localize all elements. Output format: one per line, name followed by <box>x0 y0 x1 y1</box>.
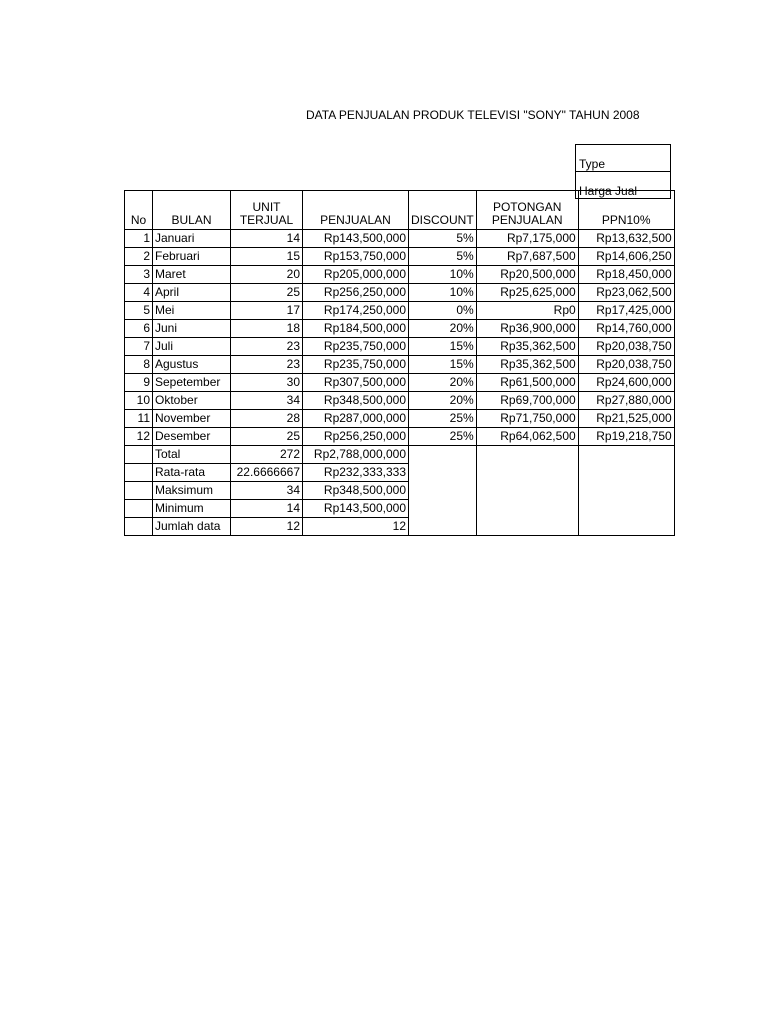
cell-bulan[interactable]: Juni <box>153 320 231 338</box>
cell-bulan[interactable]: Oktober <box>153 392 231 410</box>
cell-bulan[interactable]: Agustus <box>153 356 231 374</box>
sheet-title: DATA PENJUALAN PRODUK TELEVISI "SONY" TAHUN 2008 <box>306 108 640 122</box>
cell-discount[interactable]: 10% <box>409 266 477 284</box>
cell-discount[interactable]: 15% <box>409 338 477 356</box>
cell-discount[interactable]: 0% <box>409 302 477 320</box>
cell-no[interactable]: 8 <box>125 356 153 374</box>
header-unit-line1: UNIT <box>252 200 281 214</box>
cell-unit-terjual[interactable]: 28 <box>231 410 303 428</box>
table-row <box>125 428 675 446</box>
cell-penjualan[interactable]: Rp153,750,000 <box>303 248 409 266</box>
summary-label[interactable]: Total <box>153 446 231 464</box>
cell-penjualan[interactable]: Rp184,500,000 <box>303 320 409 338</box>
summary-penjualan[interactable]: Rp348,500,000 <box>303 482 409 500</box>
cell-penjualan[interactable]: Rp256,250,000 <box>303 428 409 446</box>
cell-penjualan[interactable]: Rp235,750,000 <box>303 356 409 374</box>
cell-bulan[interactable]: Januari <box>153 230 231 248</box>
header-potongan-line2: PENJUALAN <box>491 213 563 227</box>
cell-potongan-blank[interactable] <box>476 446 578 536</box>
cell-discount[interactable]: 10% <box>409 284 477 302</box>
cell-unit-terjual[interactable]: 34 <box>231 392 303 410</box>
table-row <box>125 248 675 266</box>
table-row <box>125 410 675 428</box>
cell-ppn[interactable]: Rp18,450,000 <box>578 266 674 284</box>
cell-potongan[interactable]: Rp71,750,000 <box>476 410 578 428</box>
cell-no[interactable]: 6 <box>125 320 153 338</box>
cell-penjualan[interactable]: Rp348,500,000 <box>303 392 409 410</box>
cell-discount[interactable]: 20% <box>409 392 477 410</box>
cell-penjualan[interactable]: Rp174,250,000 <box>303 302 409 320</box>
cell-penjualan[interactable]: Rp307,500,000 <box>303 374 409 392</box>
table-row <box>125 320 675 338</box>
cell-potongan[interactable]: Rp35,362,500 <box>476 356 578 374</box>
cell-ppn-blank[interactable] <box>578 446 674 536</box>
summary-label[interactable]: Minimum <box>153 500 231 518</box>
header-row <box>125 191 675 230</box>
cell-no[interactable]: 2 <box>125 248 153 266</box>
cell-potongan[interactable]: Rp0 <box>476 302 578 320</box>
cell-bulan[interactable]: Mei <box>153 302 231 320</box>
header-unit-terjual[interactable] <box>231 191 303 230</box>
cell-potongan[interactable]: Rp7,687,500 <box>476 248 578 266</box>
cell-ppn[interactable]: Rp19,218,750 <box>578 428 674 446</box>
cell-discount[interactable]: 5% <box>409 248 477 266</box>
header-no[interactable]: No <box>125 191 153 230</box>
cell-bulan[interactable]: Februari <box>153 248 231 266</box>
table-row <box>125 302 675 320</box>
cell-discount[interactable]: 20% <box>409 320 477 338</box>
cell-ppn[interactable]: Rp13,632,500 <box>578 230 674 248</box>
cell-ppn[interactable]: Rp14,606,250 <box>578 248 674 266</box>
cell-no[interactable]: 10 <box>125 392 153 410</box>
table-row <box>125 392 675 410</box>
cell-no[interactable]: 9 <box>125 374 153 392</box>
cell-penjualan[interactable]: Rp287,000,000 <box>303 410 409 428</box>
summary-row <box>125 446 675 464</box>
sales-table <box>124 190 675 536</box>
cell-penjualan[interactable]: Rp205,000,000 <box>303 266 409 284</box>
cell-no[interactable] <box>125 518 153 536</box>
cell-no[interactable]: 12 <box>125 428 153 446</box>
cell-discount[interactable]: 20% <box>409 374 477 392</box>
cell-unit-terjual[interactable]: 15 <box>231 248 303 266</box>
cell-potongan[interactable]: Rp61,500,000 <box>476 374 578 392</box>
harga-jual-label[interactable]: Harga Jual <box>576 172 671 199</box>
cell-unit-terjual[interactable]: 25 <box>231 428 303 446</box>
cell-no[interactable]: 11 <box>125 410 153 428</box>
type-label[interactable]: Type <box>576 145 671 172</box>
cell-potongan[interactable]: Rp35,362,500 <box>476 338 578 356</box>
cell-discount[interactable]: 25% <box>409 428 477 446</box>
cell-potongan[interactable]: Rp69,700,000 <box>476 392 578 410</box>
cell-no[interactable]: 3 <box>125 266 153 284</box>
summary-label[interactable]: Rata-rata <box>153 464 231 482</box>
cell-ppn[interactable]: Rp20,038,750 <box>578 356 674 374</box>
cell-discount-blank[interactable] <box>409 446 477 536</box>
summary-label[interactable]: Maksimum <box>153 482 231 500</box>
summary-label[interactable]: Jumlah data <box>153 518 231 536</box>
cell-unit-terjual[interactable]: 23 <box>231 356 303 374</box>
cell-unit-terjual[interactable]: 23 <box>231 338 303 356</box>
cell-discount[interactable]: 5% <box>409 230 477 248</box>
header-discount[interactable]: DISCOUNT <box>409 191 477 230</box>
cell-potongan[interactable]: Rp64,062,500 <box>476 428 578 446</box>
summary-unit[interactable]: 34 <box>231 482 303 500</box>
table-row <box>125 374 675 392</box>
cell-ppn[interactable]: Rp14,760,000 <box>578 320 674 338</box>
table-row <box>125 356 675 374</box>
cell-unit-terjual[interactable]: 17 <box>231 302 303 320</box>
header-bulan[interactable]: BULAN <box>153 191 231 230</box>
table-row <box>125 284 675 302</box>
cell-ppn[interactable]: Rp21,525,000 <box>578 410 674 428</box>
cell-ppn[interactable]: Rp27,880,000 <box>578 392 674 410</box>
cell-potongan[interactable]: Rp20,500,000 <box>476 266 578 284</box>
cell-penjualan[interactable]: Rp143,500,000 <box>303 230 409 248</box>
cell-no[interactable]: 5 <box>125 302 153 320</box>
cell-no[interactable]: 1 <box>125 230 153 248</box>
table-row <box>125 338 675 356</box>
cell-penjualan[interactable]: Rp235,750,000 <box>303 338 409 356</box>
cell-potongan[interactable]: Rp36,900,000 <box>476 320 578 338</box>
cell-no[interactable]: 7 <box>125 338 153 356</box>
header-penjualan[interactable]: PENJUALAN <box>303 191 409 230</box>
cell-penjualan[interactable]: Rp256,250,000 <box>303 284 409 302</box>
cell-no[interactable] <box>125 446 153 464</box>
cell-no[interactable] <box>125 464 153 482</box>
cell-unit-terjual[interactable]: 25 <box>231 284 303 302</box>
summary-penjualan[interactable]: Rp143,500,000 <box>303 500 409 518</box>
cell-potongan[interactable]: Rp7,175,000 <box>476 230 578 248</box>
cell-discount[interactable]: 25% <box>409 410 477 428</box>
cell-ppn[interactable]: Rp24,600,000 <box>578 374 674 392</box>
summary-unit[interactable]: 272 <box>231 446 303 464</box>
cell-bulan[interactable]: Maret <box>153 266 231 284</box>
summary-penjualan[interactable]: Rp2,788,000,000 <box>303 446 409 464</box>
header-potongan-penjualan[interactable] <box>476 191 578 230</box>
table-row <box>125 230 675 248</box>
cell-no[interactable]: 4 <box>125 284 153 302</box>
cell-unit-terjual[interactable]: 14 <box>231 230 303 248</box>
cell-unit-terjual[interactable]: 30 <box>231 374 303 392</box>
cell-unit-terjual[interactable]: 20 <box>231 266 303 284</box>
cell-discount[interactable]: 15% <box>409 356 477 374</box>
header-ppn[interactable]: PPN10% <box>578 191 674 230</box>
cell-ppn[interactable]: Rp20,038,750 <box>578 338 674 356</box>
cell-bulan[interactable]: April <box>153 284 231 302</box>
table-row <box>125 266 675 284</box>
cell-unit-terjual[interactable]: 18 <box>231 320 303 338</box>
cell-potongan[interactable]: Rp25,625,000 <box>476 284 578 302</box>
cell-no[interactable] <box>125 500 153 518</box>
summary-penjualan[interactable]: 12 <box>303 518 409 536</box>
cell-no[interactable] <box>125 482 153 500</box>
cell-bulan[interactable]: Desember <box>153 428 231 446</box>
cell-ppn[interactable]: Rp17,425,000 <box>578 302 674 320</box>
cell-bulan[interactable]: Sepetember <box>153 374 231 392</box>
header-unit-line2: TERJUAL <box>239 213 294 227</box>
summary-unit[interactable]: 12 <box>231 518 303 536</box>
cell-bulan[interactable]: Juli <box>153 338 231 356</box>
summary-unit[interactable]: 22.6666667 <box>231 464 303 482</box>
cell-ppn[interactable]: Rp23,062,500 <box>578 284 674 302</box>
summary-unit[interactable]: 14 <box>231 500 303 518</box>
cell-bulan[interactable]: November <box>153 410 231 428</box>
summary-penjualan[interactable]: Rp232,333,333 <box>303 464 409 482</box>
header-potongan-line1: POTONGAN <box>492 200 562 214</box>
